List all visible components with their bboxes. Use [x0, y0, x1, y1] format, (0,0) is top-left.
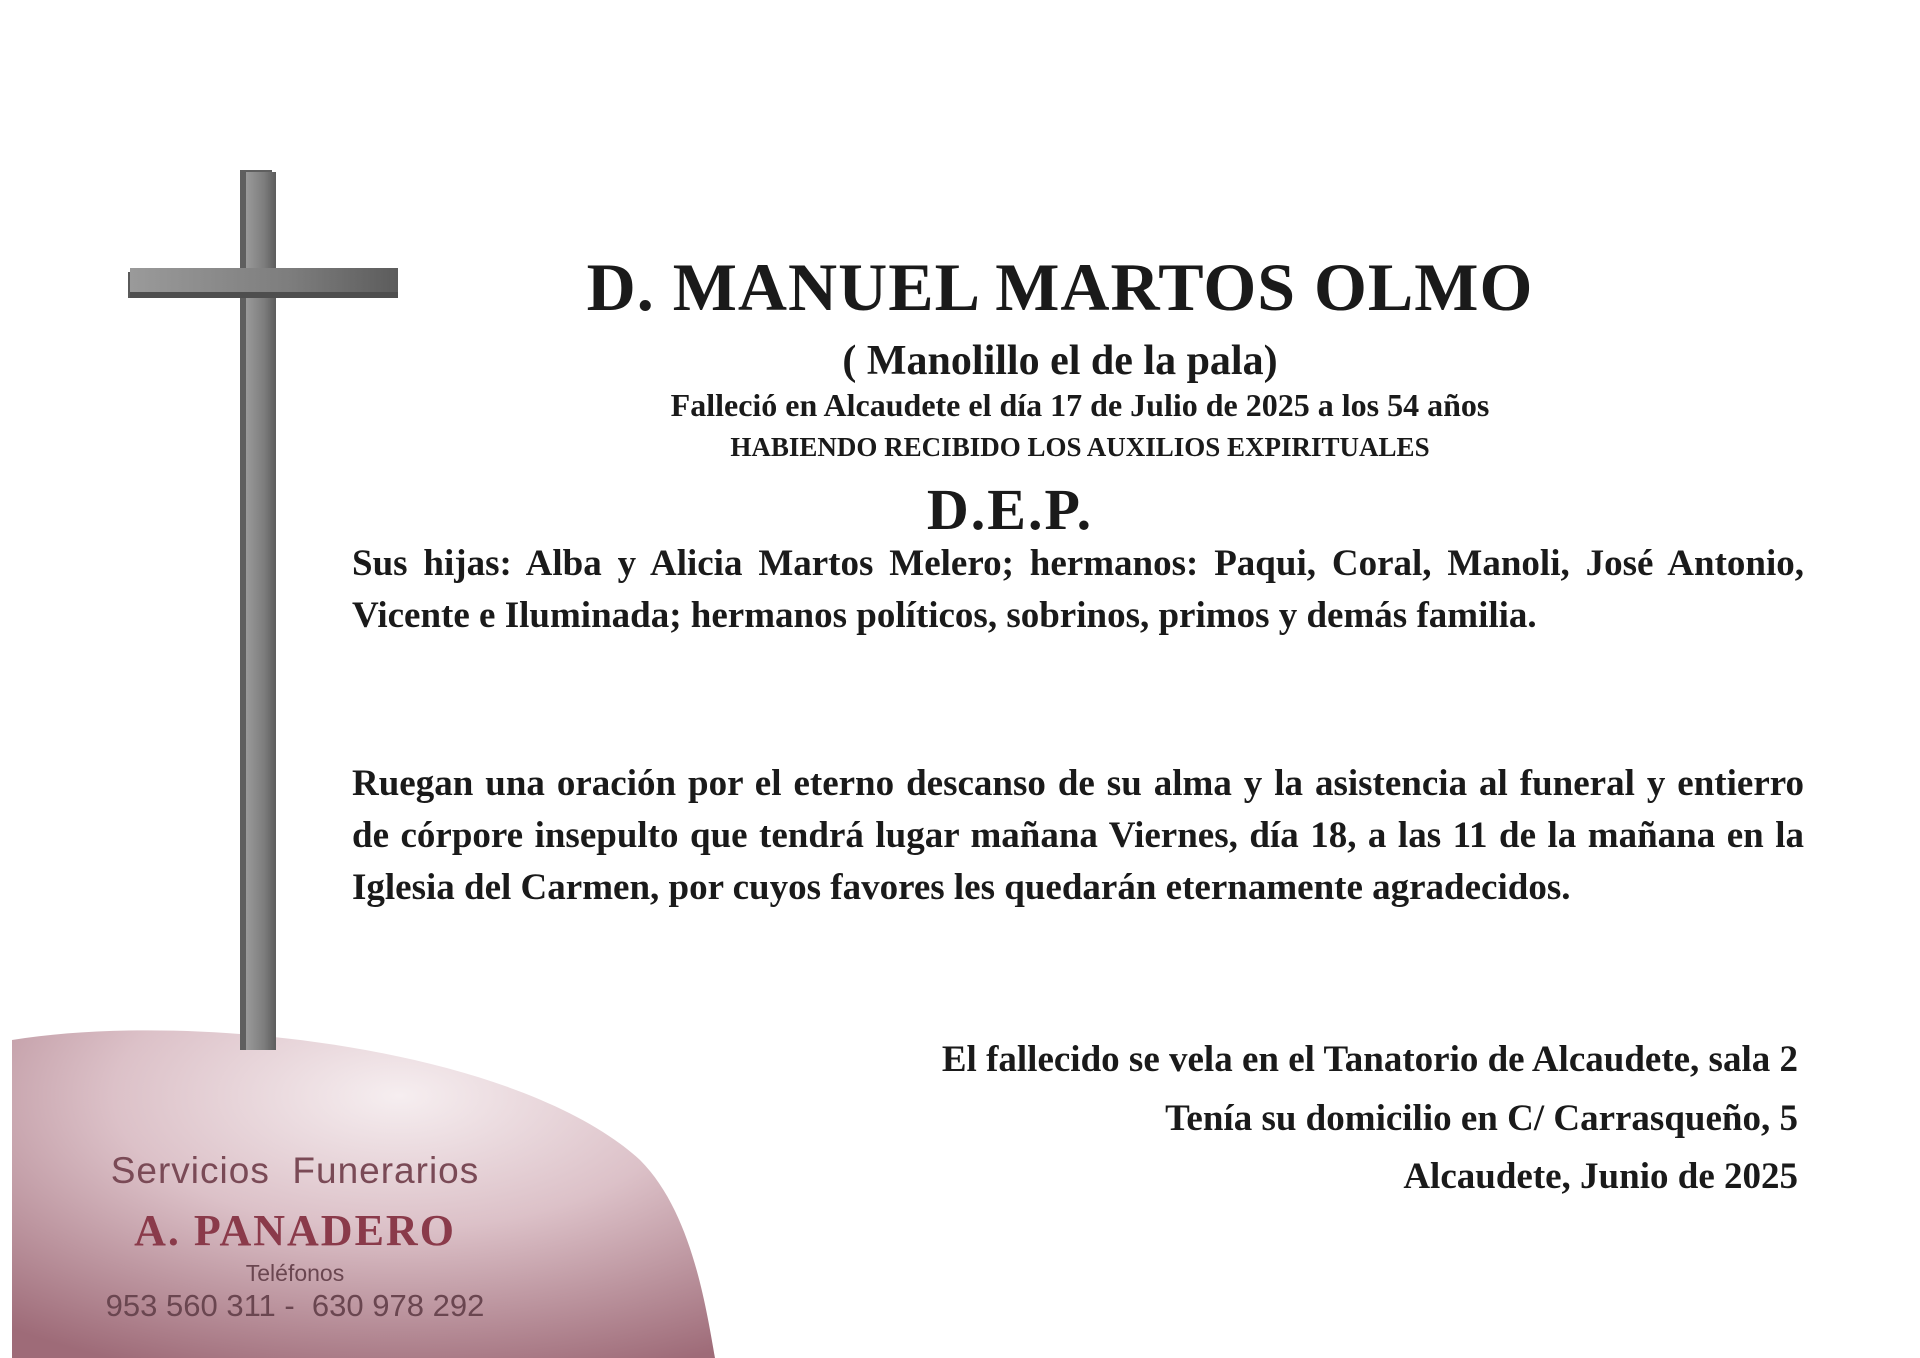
funeral-home-phones: 953 560 311 - 630 978 292: [105, 1288, 485, 1323]
rip-heading: D.E.P.: [926, 477, 1094, 542]
prayer-paragraph: Ruegan una oración por el eterno descanso de su alma y la asistencia al funeral y entierro de córpore insepulto que tendrá lugar mañana Viernes, día 18, a las 11 de la mañana en la Iglesia del Carmen, por cuyos favores les quedarán eternamente agradecidos.: [352, 763, 1804, 908]
home-address: Tenía su domicilio en C/ Carrasqueño, 5: [1165, 1098, 1798, 1139]
funeral-home-name: A. PANADERO: [134, 1206, 456, 1255]
phones-label: Teléfonos: [245, 1260, 345, 1286]
family-paragraph: Sus hijas: Alba y Alicia Martos Melero; hermanos: Paqui, Coral, Manoli, José Antonio, Vicente e Iluminada; hermanos políticos, sobrinos, primos y demás familia.: [352, 543, 1804, 636]
last-rites-text: HABIENDO RECIBIDO LOS AUXILIOS EXPIRITUALES: [730, 432, 1430, 462]
vigil-location: El fallecido se vela en el Tanatorio de Alcaudete, sala 2: [941, 1039, 1798, 1080]
deceased-nickname: ( Manolillo el de la pala): [842, 338, 1278, 384]
funeral-home-title: Servicios Funerarios: [110, 1150, 480, 1191]
deceased-name: D. MANUEL MARTOS OLMO: [586, 249, 1534, 325]
place-date: Alcaudete, Junio de 2025: [1403, 1156, 1798, 1197]
death-details: Falleció en Alcaudete el día 17 de Julio de 2025 a los 54 años: [670, 387, 1490, 423]
